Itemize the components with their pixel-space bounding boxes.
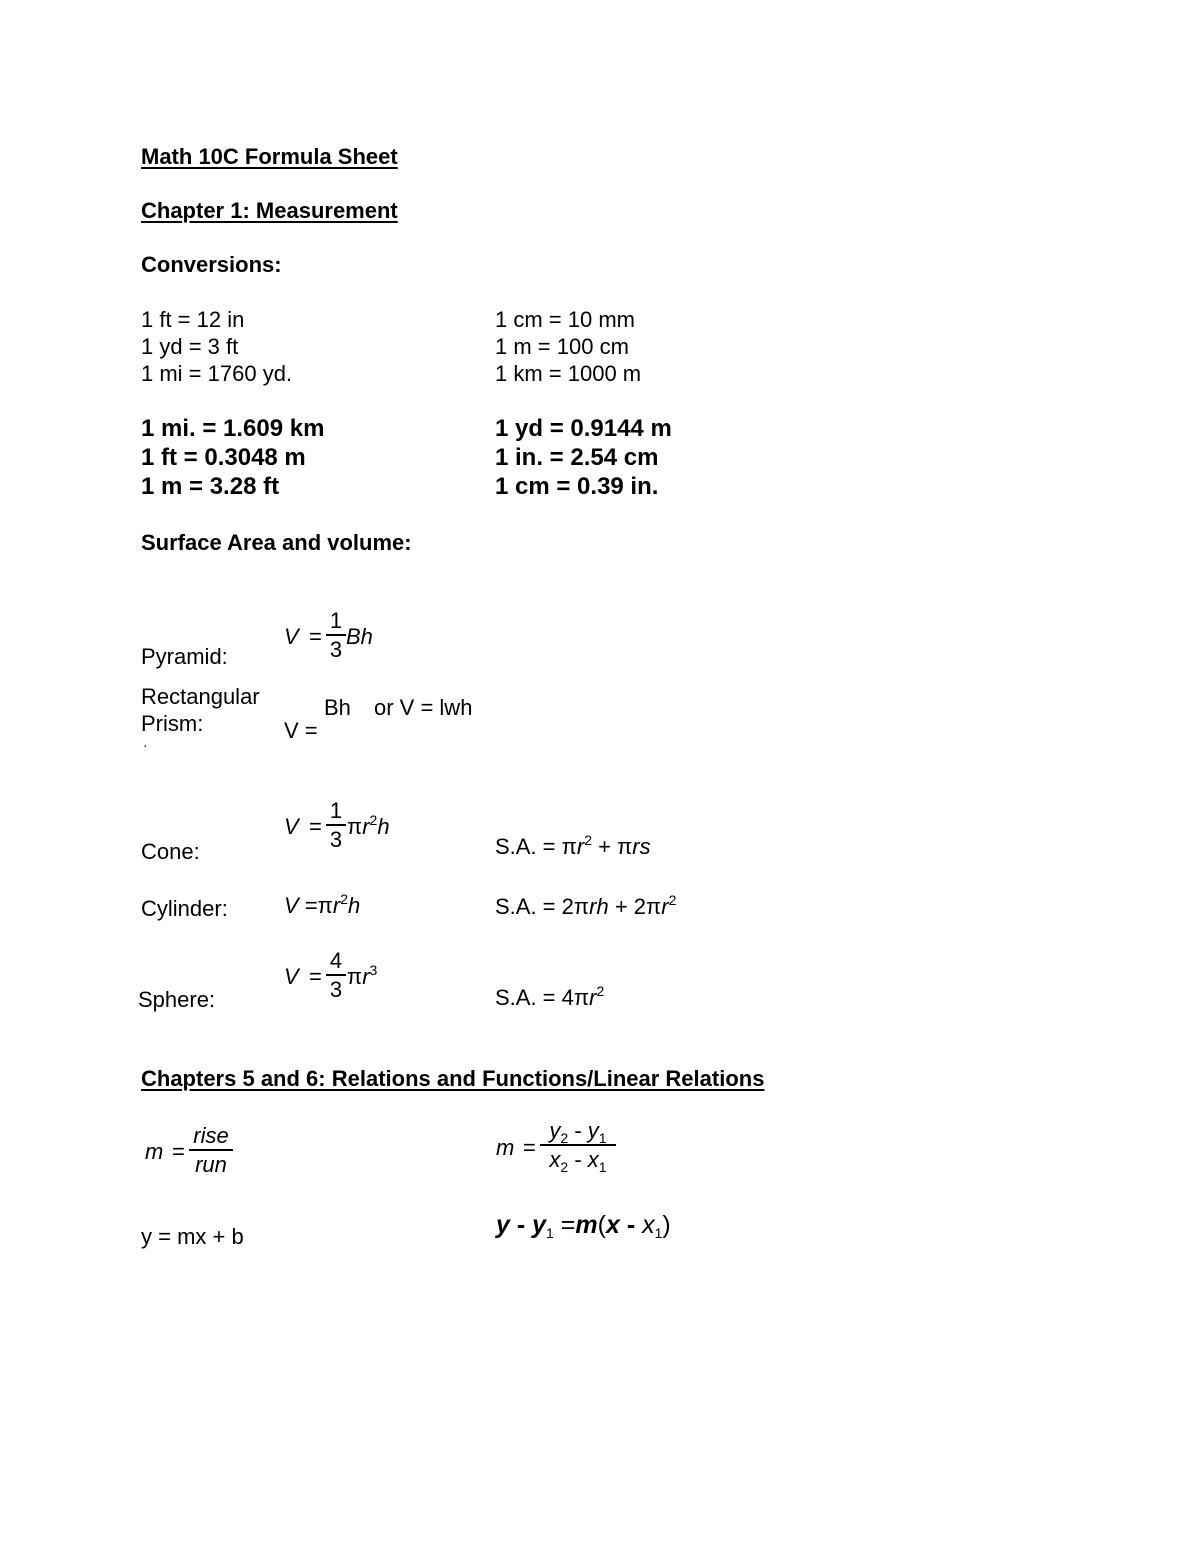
equals-sign: = (309, 814, 322, 839)
squared: 2 (668, 892, 677, 908)
shape-label-prism: Rectangular (141, 684, 260, 709)
conversions-heading: Conversions: (141, 252, 282, 277)
radius: r (661, 894, 669, 919)
shape-label-sphere: Sphere: (138, 987, 216, 1012)
coefficient: 2 (633, 894, 647, 919)
equals-sign: = (523, 1135, 536, 1160)
chapter56-heading: Chapters 5 and 6: Relations and Functions/Linear Relations (141, 1066, 765, 1091)
slope-symbol: m (575, 1211, 598, 1239)
conversion-item: 1 m = 100 cm (495, 334, 629, 359)
conversion-bold-item: 1 yd = 0.9144 m (495, 415, 672, 442)
radius: r (362, 964, 370, 989)
rise-over-run (189, 1125, 233, 1176)
right-paren: ) (662, 1211, 671, 1239)
height: h (377, 814, 390, 839)
subscript: 2 (560, 1159, 569, 1175)
sphere-surface-area-formula (495, 983, 605, 1010)
pi-symbol: π (617, 834, 633, 859)
subscript: 1 (598, 1159, 607, 1175)
slant-height: s (639, 834, 651, 859)
run: run (189, 1149, 233, 1176)
conversion-bold-item: 1 m = 3.28 ft (141, 473, 280, 500)
delta-y-over-delta-x (540, 1118, 616, 1175)
equals-sign: = (560, 1211, 576, 1239)
coefficient: 4 (561, 985, 574, 1010)
page-title: Math 10C Formula Sheet (141, 144, 398, 169)
minus: - (516, 1211, 526, 1239)
pi-symbol: π (561, 834, 577, 859)
radius: r (632, 834, 640, 859)
fraction-one-third (326, 800, 346, 851)
slope-symbol: m (145, 1139, 164, 1164)
fraction-four-thirds (326, 950, 346, 1001)
conversion-bold-item: 1 in. = 2.54 cm (495, 444, 659, 471)
subscript: 1 (598, 1130, 607, 1146)
subscript: 2 (560, 1130, 569, 1146)
chapter1-heading: Chapter 1: Measurement (141, 198, 398, 223)
slope-intercept-formula: y = mx + b (141, 1224, 244, 1249)
sa-label: S.A. = (495, 894, 556, 919)
numerator: 4 (329, 948, 343, 973)
fraction-one-third (326, 610, 346, 661)
radius: r (589, 985, 597, 1010)
squared: 2 (596, 983, 605, 999)
point-slope-formula (496, 1211, 671, 1241)
pi-symbol: π (347, 964, 363, 989)
height: h (347, 893, 361, 918)
denominator: 3 (326, 824, 346, 851)
cylinder-surface-area-formula (495, 892, 677, 919)
slope-symbol: m (496, 1135, 515, 1160)
numerator: 1 (329, 608, 343, 633)
x-variable: x (605, 1211, 620, 1239)
delta-x (540, 1144, 616, 1175)
radius: r (589, 894, 597, 919)
height: h (596, 894, 609, 919)
squared: 2 (584, 832, 592, 848)
radius: r (576, 834, 585, 859)
sa-label: S.A. = (495, 985, 556, 1010)
conversion-item: 1 cm = 10 mm (495, 307, 635, 332)
coefficient: 2 (561, 894, 574, 919)
conversion-item: 1 ft = 12 in (141, 307, 245, 332)
radius: r (332, 893, 341, 918)
squared: 2 (369, 812, 378, 828)
x-variable: x (587, 1147, 599, 1172)
denominator: 3 (326, 634, 346, 661)
conversion-bold-item: 1 cm = 0.39 in. (495, 473, 659, 500)
left-paren: ( (597, 1211, 606, 1239)
conversion-item: 1 mi = 1760 yd. (141, 361, 293, 386)
conversion-bold-item: 1 mi. = 1.609 km (141, 415, 325, 442)
cone-surface-area-formula (495, 832, 651, 859)
subscript: 1 (654, 1225, 663, 1241)
volume-symbol: V (284, 624, 299, 649)
sa-label: S.A. = (495, 834, 556, 859)
plus: + (614, 894, 628, 919)
volume-symbol: V (284, 814, 299, 839)
x-variable: x (549, 1147, 561, 1172)
shape-label-cone: Cone: (141, 839, 200, 864)
shape-label-prism-2: Prism: (141, 711, 204, 736)
volume-symbol: V (284, 964, 299, 989)
pi-r-cubed (347, 962, 378, 989)
base-height: Bh (346, 624, 373, 649)
pi-symbol: π (573, 985, 590, 1010)
stray-mark: · (143, 737, 148, 753)
prism-bh: Bh (324, 695, 351, 720)
numerator: 1 (329, 798, 343, 823)
cubed: 3 (369, 962, 378, 978)
pi-symbol: π (317, 893, 333, 918)
pi-symbol: π (646, 894, 662, 919)
y-variable: y (532, 1211, 547, 1239)
prism-v-equals: V = (284, 718, 318, 743)
subscript: 1 (546, 1225, 554, 1241)
squared: 2 (340, 891, 348, 907)
rise: rise (193, 1123, 229, 1148)
equals-sign: = (309, 624, 322, 649)
delta-y (540, 1120, 616, 1144)
shape-label-cylinder: Cylinder: (141, 896, 228, 921)
y-variable: y (549, 1118, 561, 1143)
pi-symbol: π (573, 894, 590, 919)
plus: + (598, 834, 611, 859)
conversion-item: 1 yd = 3 ft (141, 334, 239, 359)
equals-sign: = (304, 893, 318, 918)
equals-sign: = (172, 1139, 185, 1164)
pi-r-squared-h (347, 812, 390, 839)
volume-symbol: V (284, 893, 299, 918)
radius: r (362, 814, 370, 839)
conversion-bold-item: 1 ft = 0.3048 m (141, 444, 306, 471)
cylinder-volume-formula (284, 891, 361, 918)
shape-label-pyramid: Pyramid: (141, 644, 228, 669)
minus: - (574, 1118, 582, 1143)
minus: - (574, 1147, 582, 1172)
y-variable: y (587, 1118, 599, 1143)
conversion-item: 1 km = 1000 m (495, 361, 642, 386)
denominator: 3 (326, 974, 346, 1001)
y-variable: y (496, 1211, 510, 1239)
surface-area-heading: Surface Area and volume: (141, 530, 412, 555)
minus: - (626, 1211, 636, 1239)
prism-lwh: or V = lwh (374, 695, 473, 720)
equals-sign: = (309, 964, 322, 989)
x-variable: x (642, 1211, 655, 1239)
pi-symbol: π (347, 814, 363, 839)
